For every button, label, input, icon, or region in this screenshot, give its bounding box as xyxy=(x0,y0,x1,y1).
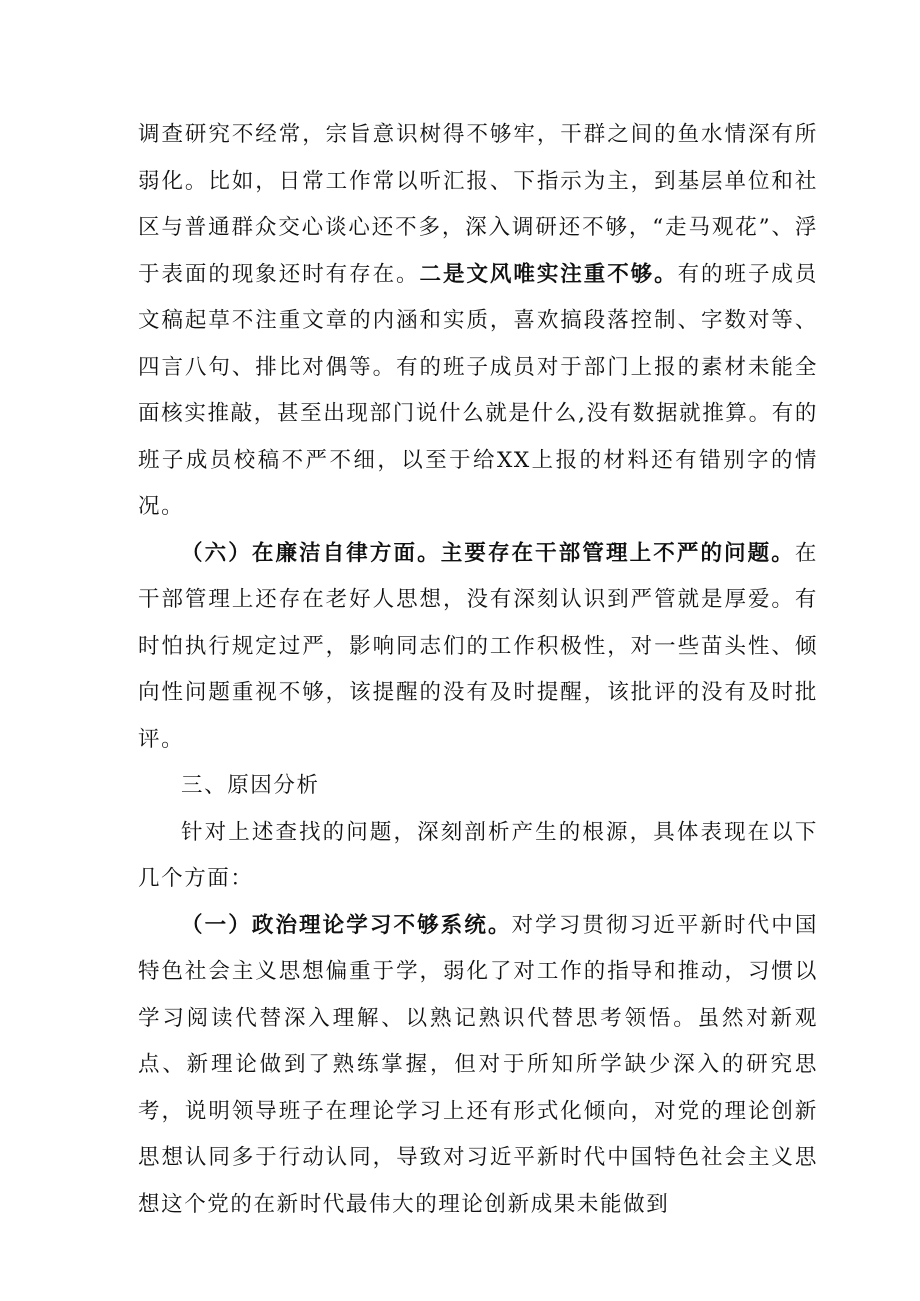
bold-subheading-theory-study: （一）政治理论学习不够系统。 xyxy=(181,912,512,938)
paragraph-text: 在干部管理上还存在老好人思想，没有深刻认识到严管就是厚爱。有时怕执行规定过严，影响同志们的工作积极性，对一些苗头性、倾向性问题重视不够，该提醒的没有及时提醒，该批评的没有及时批评。 xyxy=(138,540,818,752)
paragraph-text: 对学习贯彻习近平新时代中国特色社会主义思想偏重于学，弱化了对工作的指导和推动，习惯以学习阅读代替深入理解、以熟记熟识代替思考领悟。虽然对新观点、新理论做到了熟练掌握，但对于所知所学缺少深入的研究思考，说明领导班子在理论学习上还有形式化倾向，对党的理论创新思想认同多于行动认同，导致对习近平新时代中国特色社会主义思想这个党的在新时代最伟大的理论创新成果未能做到 xyxy=(138,912,818,1217)
paragraph-work-style xyxy=(138,112,818,531)
paragraph-intro: 针对上述查找的问题，深刻剖析产生的根源，具体表现在以下几个方面： xyxy=(138,819,818,891)
paragraph-integrity xyxy=(138,531,818,764)
paragraph-theory-study xyxy=(138,903,818,1229)
bold-subheading-integrity: （六）在廉洁自律方面。主要存在干部管理上不严的问题。 xyxy=(181,540,795,566)
section-heading-cause-analysis: 三、原因分析 xyxy=(181,773,320,798)
document-body xyxy=(138,112,818,1228)
paragraph-text: 有的班子成员文稿起草不注重文章的内涵和实质，喜欢搞段落控制、字数对等、四言八句、排比对偶等。有的班子成员对于部门上报的素材未能全面核实推敲，甚至出现部门说什么就是什么,没有数据就推算。有的班子成员校稿不严不细，以至于给XX上报的材料还有错别字的情况。 xyxy=(138,261,818,519)
paragraph-text: 调查研究不经常，宗旨意识树得不够牢，干群之间的鱼水情深有所弱化。比如，日常工作常以听汇报、下指示为主，到基层单位和社区与普通群众交心谈心还不多，深入调研还不够，“走马观花”、浮于表面的现象还时有存在。 xyxy=(138,122,818,287)
bold-subheading-writing-style: 二是文风唯实注重不够。 xyxy=(419,261,678,287)
